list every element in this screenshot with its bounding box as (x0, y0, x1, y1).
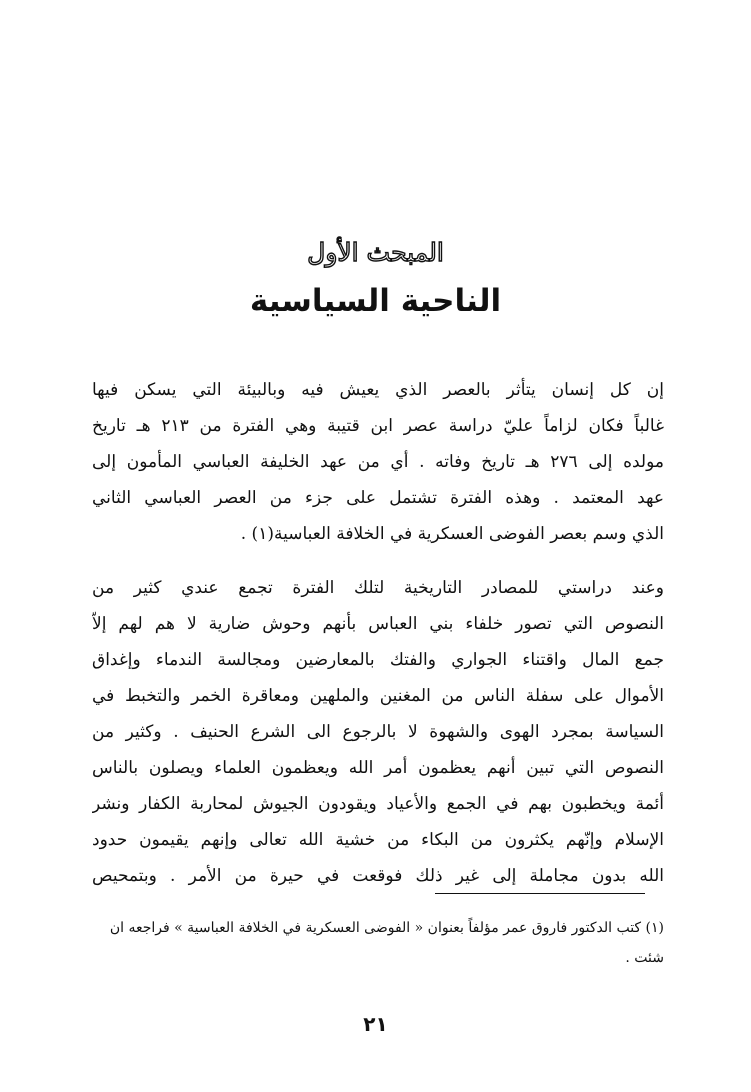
text-line: السياسة بمجرد الهوى والشهوة لا بالرجوع الى الشرع الحنيف . وكثير من (92, 722, 664, 742)
footnote-line: (١) كتب الدكتور فاروق عمر مؤلفاً بعنوان « الفوضى العسكرية في الخلافة العباسية » فراجعه ان (109, 920, 664, 936)
page-number: ٢١ (363, 1012, 388, 1036)
text-line: عهد المعتمد . وهذه الفترة تشتمل على جزء من العصر العباسي الثاني (92, 488, 664, 508)
paragraph-1 (92, 372, 664, 552)
text-line: غالباً فكان لزاماً عليّ دراسة عصر ابن قتيبة وهي الفترة من ٢١٣ هـ تاريخ (92, 416, 664, 436)
footnote-line: شئت . (625, 950, 664, 966)
text-line: جمع المال واقتناء الجواري والفتك بالمعارضين ومجالسة الندماء وإغداق (92, 650, 664, 670)
text-line: وعند دراستي للمصادر التاريخية لتلك الفترة تجمع عندي كثير من (92, 578, 664, 598)
text-line: الله بدون مجاملة إلى غير ذلك فوقعت في حيرة من الأمر . وبتمحيص (92, 866, 664, 886)
text-line: أئمة ويخطبون بهم في الجمع والأعياد ويقودون الجيوش لمحاربة الكفار ونشر (92, 794, 664, 814)
text-line: الإسلام وإنّهم يكثرون من البكاء من خشية الله تعالى وإنهم يقيمون حدود (92, 830, 664, 850)
footnote (92, 913, 664, 973)
text-line: النصوص التي تبين أنهم يعظمون أمر الله ويعظمون العلماء ويصلون بالناس (92, 758, 664, 778)
text-line: الذي وسم بعصر الفوضى العسكرية في الخلافة العباسية(١) . (240, 524, 664, 544)
paragraph-2 (92, 570, 664, 894)
text-line: إن كل إنسان يتأثر بالعصر الذي يعيش فيه وبالبيئة التي يسكن فيها (92, 380, 664, 400)
chapter-title: الناحية السياسية (249, 283, 502, 319)
text-line: النصوص التي تصور خلفاء بني العباس بأنهم وحوش ضارية لا هم لهم إلاّ (92, 614, 664, 634)
body-text (92, 372, 664, 894)
text-line: الأموال على سفلة الناس من المغنين والملهين ومعاقرة الخمر والتخبط في (92, 686, 664, 706)
chapter-label: المبحث الأول (307, 238, 444, 267)
footnote-separator (435, 893, 645, 894)
text-line: مولده إلى ٢٧٦ هـ تاريخ وفاته . أي من عهد الخليفة العباسي المأمون إلى (92, 452, 664, 472)
